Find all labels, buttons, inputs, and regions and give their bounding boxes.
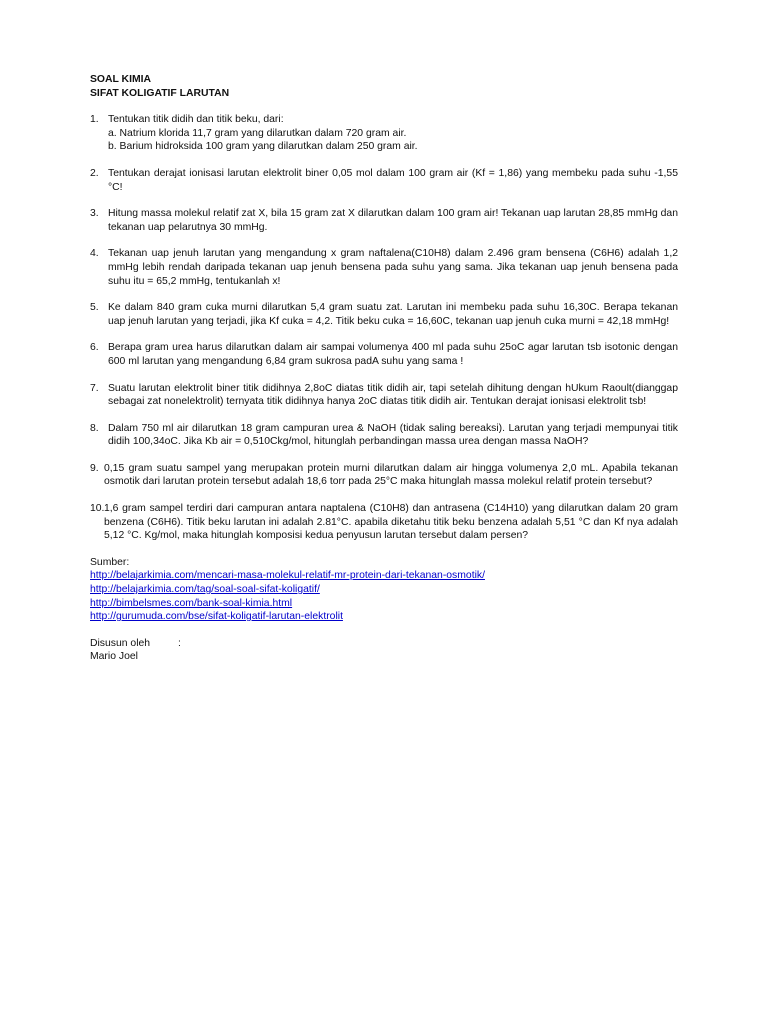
question-subitem-b: b. Barium hidroksida 100 gram yang dilarutkan dalam 250 gram air. (108, 141, 418, 153)
question-number: 9. (90, 462, 99, 474)
question-number: 1. (90, 114, 99, 126)
question-number: 6. (90, 342, 99, 354)
question-text: 1,6 gram sampel terdiri dari campuran antara naptalena (C10H8) dan antrasena (C14H10) yang dilarutkan dalam 20 gram benzena (C6H6). Titik beku larutan ini adalah 2.81°C. apabila diketahu titik beku benzena adalah 5,51 °C dan Kf nya adalah 5,12 °C. Kg/mol, maka hitunglah komposisi kedua penyusun larutan tersebut dalam persen? (104, 503, 678, 542)
sources-section (90, 556, 678, 624)
question-item-2 (90, 167, 678, 194)
document-subtitle: SIFAT KOLIGATIF LARUTAN (90, 87, 230, 99)
source-link[interactable]: http://belajarkimia.com/tag/soal-soal-sifat-koligatif/ (90, 584, 320, 596)
question-item-8 (90, 422, 678, 449)
question-item-7 (90, 382, 678, 409)
question-list (90, 113, 678, 543)
question-number: 10. (90, 503, 105, 515)
question-text: Tekanan uap jenuh larutan yang mengandung x gram naftalena(C10H8) dalam 2.496 gram bensena (C6H6) adalah 1,2 mmHg lebih rendah daripada tekanan uap jenuh bensena pada suhu yang sama. Jika tekanan uap jenuh bensena pada suhu itu = 65,2 mmHg, tentukanlah x! (108, 248, 678, 287)
question-item-4 (90, 247, 678, 288)
question-item-6 (90, 341, 678, 368)
sources-label: Sumber: (90, 556, 130, 568)
question-text: Tentukan derajat ionisasi larutan elektrolit biner 0,05 mol dalam 100 gram air (Kf = 1,86) yang membeku pada suhu -1,55 °C! (108, 167, 678, 193)
question-text: Hitung massa molekul relatif zat X, bila 15 gram zat X dilarutkan dalam 100 gram air! Tekanan uap larutan 28,85 mmHg dan tekanan uap pelarutnya 30 mmHg. (108, 208, 678, 233)
question-item-1 (90, 113, 678, 154)
author-name: Mario Joel (90, 651, 138, 663)
question-number: 3. (90, 208, 99, 220)
question-text: Suatu larutan elektrolit biner titik didihnya 2,8oC diatas titik didih air, tapi setelah dihitung dengan hUkum Raoult(dianggap sebagai zat nonelektrolit) ternyata titik didihnya hanya 2oC diatas titik didih air. Tentukan derajat ionisasi elektrolit tsb! (108, 382, 678, 408)
question-subitem-a: a. Natrium klorida 11,7 gram yang dilarutkan dalam 720 gram air. (108, 127, 407, 139)
source-link[interactable]: http://belajarkimia.com/mencari-masa-molekul-relatif-mr-protein-dari-tekanan-osmotik/ (90, 570, 485, 582)
author-label: Disusun oleh (90, 637, 151, 649)
question-text-container (108, 113, 678, 154)
question-number: 7. (90, 382, 99, 394)
question-text: Dalam 750 ml air dilarutkan 18 gram campuran urea & NaOH (tidak saling bereaksi). Larutan yang terjadi mempunyai titik didih 100,34oC. Jika Kb air = 0,510Ckg/mol, hitunglah perbandingan massa urea dengan massa NaOH? (108, 422, 678, 448)
question-text: Tentukan titik didih dan titik beku, dari: (108, 114, 284, 126)
author-separator: : (178, 637, 181, 649)
question-text: Ke dalam 840 gram cuka murni dilarutkan 5,4 gram suatu zat. Larutan ini membeku pada suhu 16,30C. Berapa tekanan uap jenuh larutan yang terjadi, jika Kf cuka = 4,2. Titik beku cuka = 16,60C, tekanan uap jenuh cuka murni = 42,18 mmHg! (108, 302, 678, 327)
document-content (90, 73, 678, 664)
question-number: 2. (90, 167, 99, 179)
question-item-10 (90, 502, 678, 543)
question-item-5 (90, 301, 678, 328)
question-item-9 (90, 462, 678, 489)
author-section (90, 637, 678, 664)
document-title: SOAL KIMIA (90, 74, 151, 85)
question-text: Berapa gram urea harus dilarutkan dalam air sampai volumenya 400 ml pada suhu 25oC agar larutan tsb isotonic dengan 600 ml larutan yang mengandung 6,84 gram sukrosa padA suhu yang sama ! (108, 342, 678, 367)
question-number: 5. (90, 302, 99, 314)
question-number: 4. (90, 248, 99, 260)
source-link[interactable]: http://bimbelsmes.com/bank-soal-kimia.html (90, 597, 293, 609)
question-item-3 (90, 207, 678, 234)
question-text: 0,15 gram suatu sampel yang merupakan protein murni dilarutkan dalam air hingga volumenya 2,0 mL. Apabila tekanan osmotik dari larutan protein tersebut adalah 18,6 torr pada 25°C maka hitunglah massa molekul relatif protein tersebut? (104, 462, 678, 488)
source-link[interactable]: http://gurumuda.com/bse/sifat-koligatif-larutan-elektrolit (90, 611, 343, 623)
author-label-row (90, 637, 678, 651)
question-number: 8. (90, 422, 99, 434)
